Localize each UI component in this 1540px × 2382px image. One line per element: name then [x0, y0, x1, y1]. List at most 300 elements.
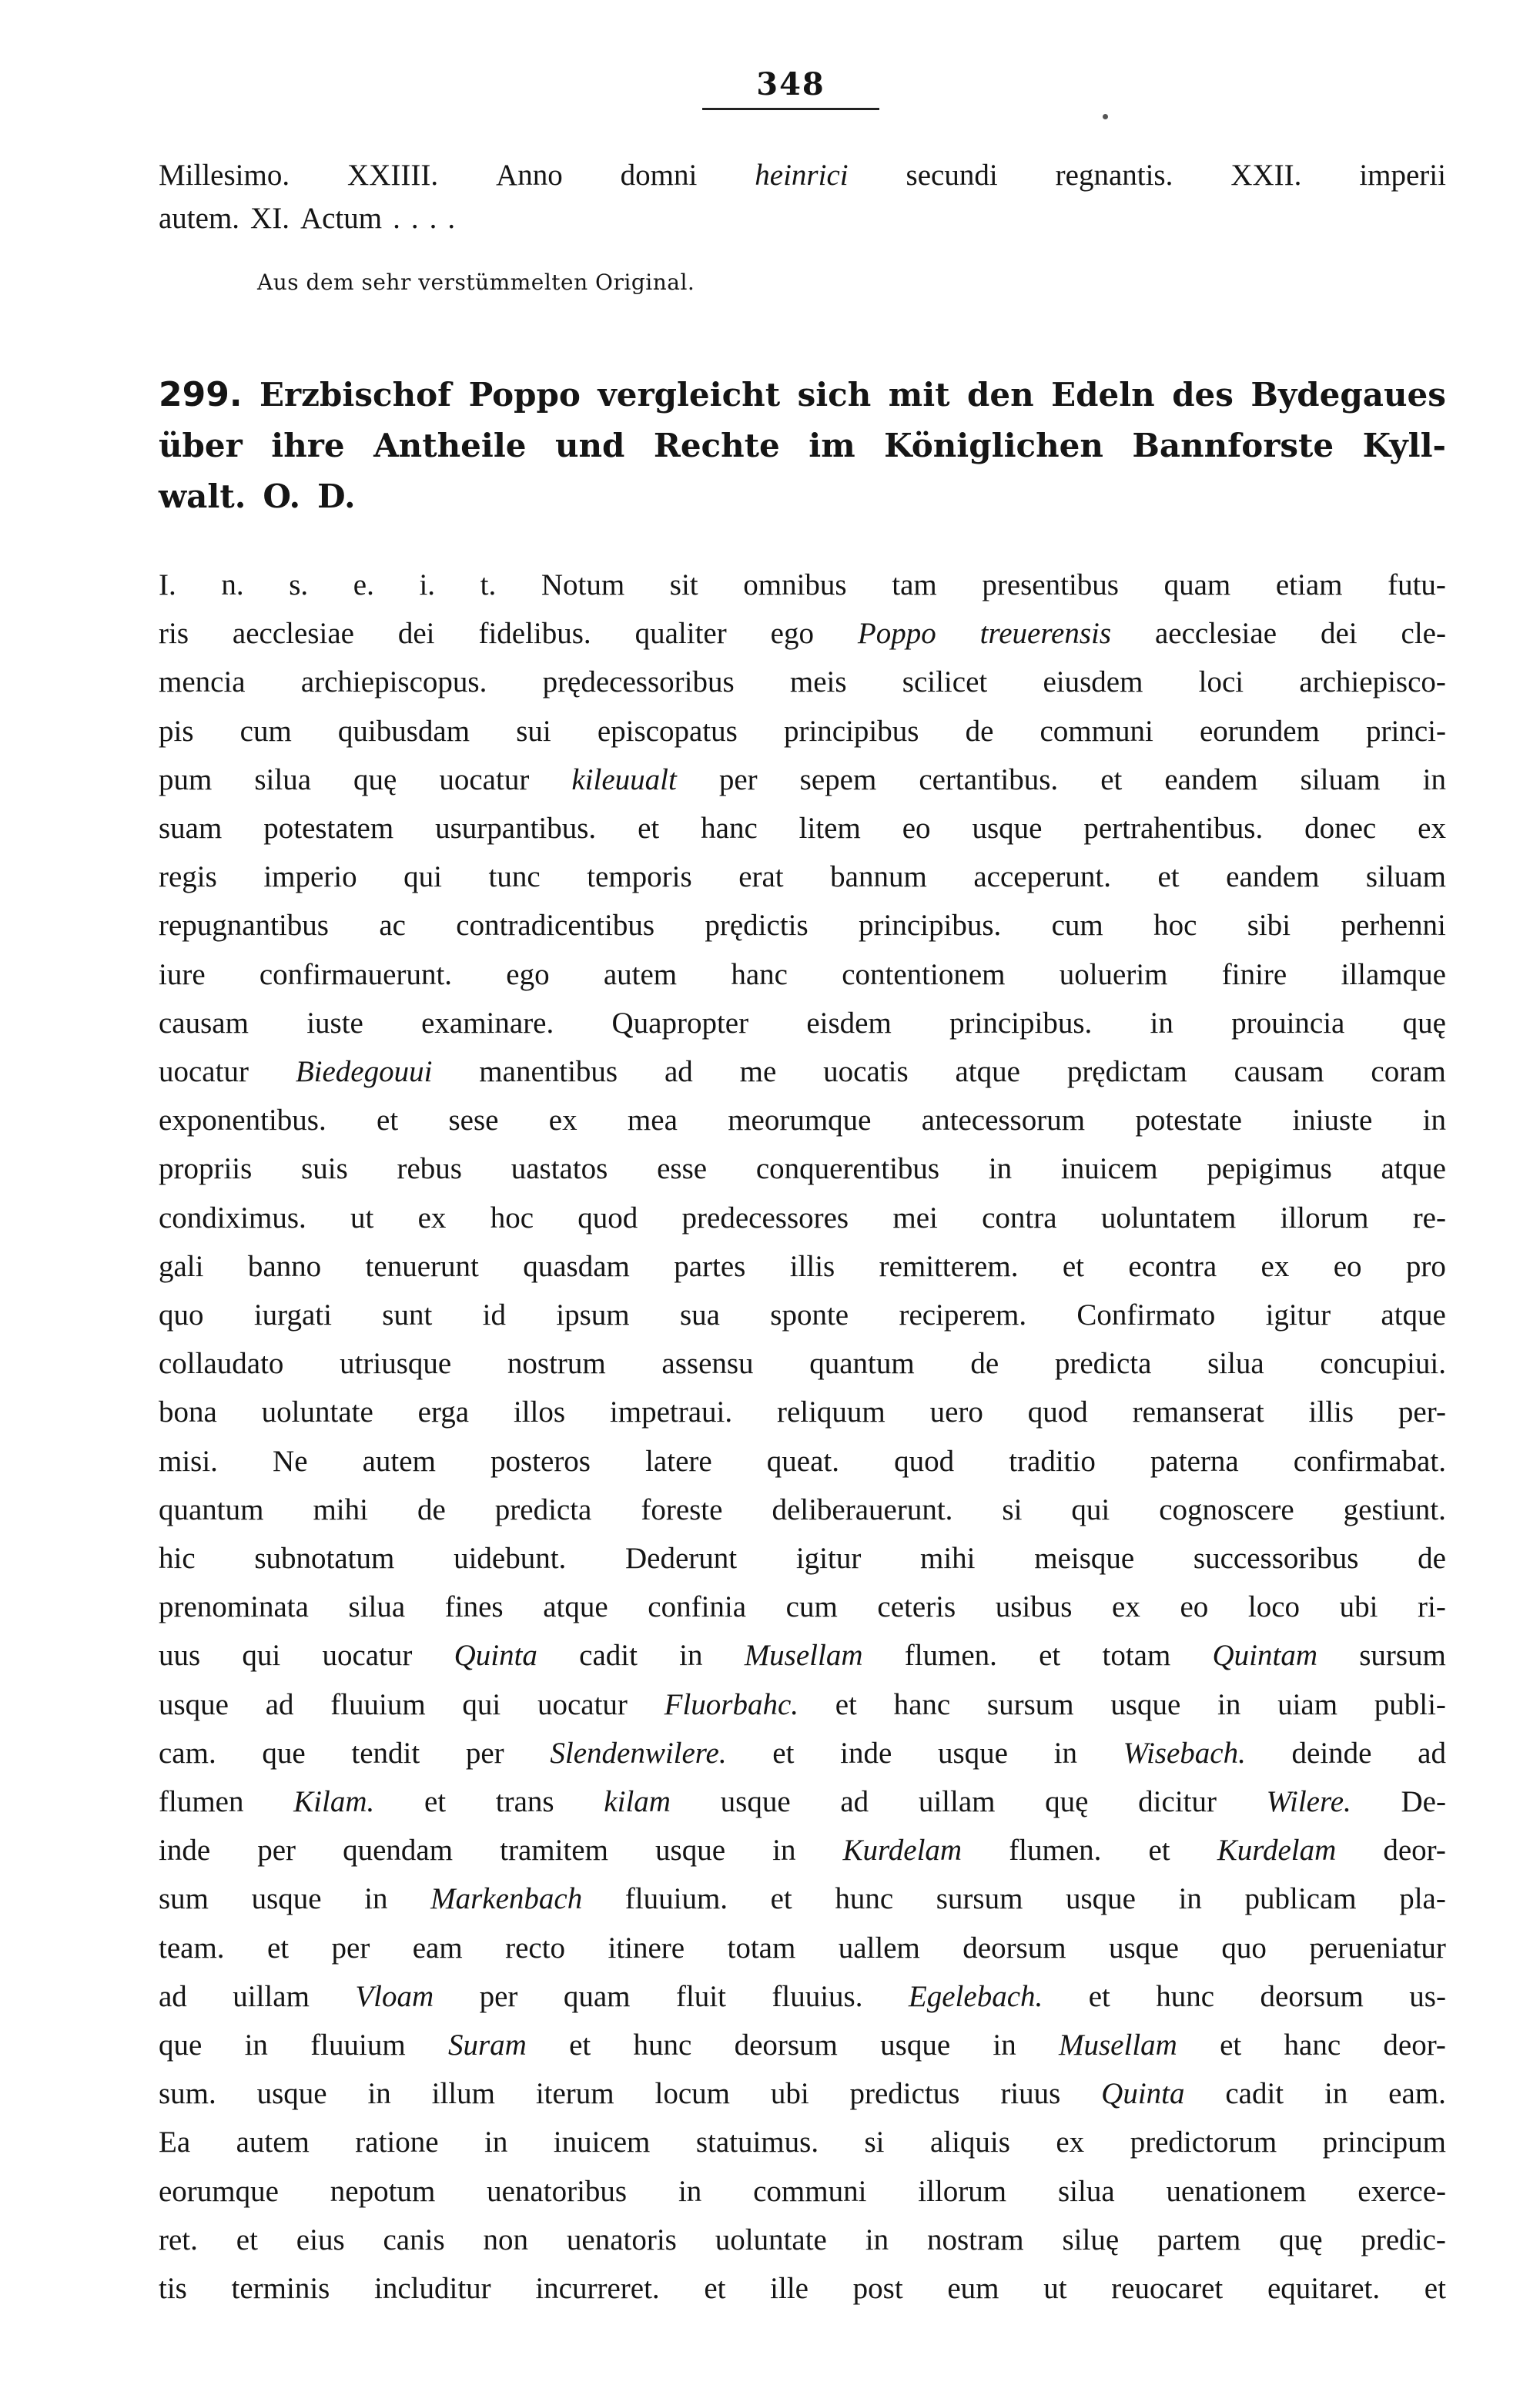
word: loci: [1198, 665, 1244, 699]
word: misi.: [159, 1444, 218, 1478]
word: us-: [1409, 1979, 1446, 2013]
word: omnibus: [743, 568, 847, 601]
word: ut: [350, 1201, 374, 1235]
word: mit: [888, 376, 950, 414]
page-number: 348: [756, 66, 825, 102]
word: cadit: [1225, 2077, 1284, 2111]
word: in: [367, 2077, 391, 2111]
word: autem: [236, 2126, 310, 2159]
word: suis: [301, 1152, 348, 1186]
word: includitur: [374, 2272, 491, 2305]
word: predicta: [1054, 1347, 1152, 1381]
word: atque: [1381, 1298, 1446, 1332]
body-line: [159, 1144, 1446, 1194]
word: eo: [1333, 1249, 1362, 1283]
word: qui: [403, 860, 442, 894]
word: usque: [159, 1687, 229, 1721]
word: uoluntate: [715, 2223, 827, 2256]
word: ex: [1418, 812, 1446, 845]
word: Poppo: [468, 376, 581, 414]
word: in: [678, 2174, 702, 2208]
word: siluę: [1062, 2223, 1120, 2256]
word: latere: [645, 1444, 712, 1478]
word: illorum: [918, 2174, 1007, 2208]
word: quo: [1221, 1931, 1267, 1965]
word: si: [864, 2126, 885, 2159]
word: silua: [1057, 2174, 1115, 2208]
word: in: [364, 1882, 388, 1916]
preamble-line: [159, 151, 1446, 200]
word: erat: [738, 860, 784, 894]
word: fidelibus.: [478, 617, 591, 651]
word: incurreret.: [535, 2272, 660, 2305]
word: episcopatus: [597, 714, 738, 748]
word: in: [1217, 1687, 1241, 1721]
word: inde: [840, 1736, 892, 1770]
word: principum: [1322, 2126, 1446, 2159]
word: aecclesiae: [232, 617, 354, 651]
word: uocatur: [159, 1055, 249, 1088]
word: iniuste: [1292, 1104, 1373, 1137]
word: per-: [1398, 1395, 1446, 1429]
word: De-: [1401, 1785, 1446, 1818]
word: eorumque: [159, 2174, 279, 2208]
word: que: [159, 2029, 203, 2062]
word: Actum: [300, 202, 383, 235]
body-line: [159, 707, 1446, 756]
word: quo: [159, 1298, 204, 1332]
word: non: [483, 2223, 529, 2256]
word: princi-: [1366, 714, 1446, 748]
body-line: [159, 1096, 1446, 1145]
word: secundi: [906, 159, 998, 192]
word: quod: [894, 1444, 955, 1478]
word: nostram: [926, 2223, 1024, 2256]
word: silua: [1207, 1347, 1264, 1381]
word: meorumque: [728, 1104, 872, 1137]
word: ris: [159, 617, 189, 651]
word: pertrahentibus.: [1083, 812, 1264, 845]
word: Wilere.: [1266, 1785, 1351, 1818]
word: quam: [563, 1979, 631, 2013]
word: Quinta: [1101, 2077, 1185, 2111]
word: ad: [840, 1785, 869, 1818]
word: inuicem: [1060, 1152, 1158, 1186]
word: eorundem: [1199, 714, 1320, 748]
word: quendam: [343, 1834, 454, 1868]
word: eandem: [1226, 860, 1320, 894]
word: XXIIII.: [347, 159, 439, 192]
word: predecessores: [681, 1201, 849, 1235]
word: quę: [1045, 1785, 1089, 1818]
word: Vloam: [355, 1979, 434, 2013]
word: recto: [505, 1931, 566, 1965]
word: principibus.: [859, 909, 1002, 943]
word: ad: [1418, 1736, 1446, 1770]
word: Slendenwilere.: [550, 1736, 727, 1770]
word: predicta: [494, 1493, 592, 1526]
word: reliquum: [776, 1395, 886, 1429]
word: mei: [892, 1201, 938, 1235]
body-line: [159, 2216, 1446, 2265]
word: ihre: [271, 427, 345, 464]
word: e.: [353, 568, 374, 601]
word: deorsum: [1260, 1979, 1364, 2013]
word: impetraui.: [609, 1395, 733, 1429]
word: pepigimus: [1207, 1152, 1332, 1186]
body-line: [159, 999, 1446, 1048]
word: Kurdelam: [842, 1834, 962, 1868]
word: sui: [516, 714, 551, 748]
word: re-: [1412, 1201, 1446, 1235]
word: principibus: [783, 714, 919, 748]
word: conquerentibus: [755, 1152, 940, 1186]
word: tramitem: [500, 1834, 608, 1868]
body-line: [159, 1777, 1446, 1827]
word: locum: [654, 2077, 730, 2111]
word: erga: [417, 1395, 470, 1429]
word: equitaret.: [1267, 2272, 1381, 2305]
word: treuerensis: [979, 617, 1112, 651]
word: uenatoris: [566, 2223, 677, 2256]
word: et: [424, 1785, 447, 1818]
word: iuste: [306, 1006, 363, 1040]
word: ubi: [1339, 1590, 1378, 1624]
word: .: [410, 202, 419, 235]
word: Kyll-: [1362, 427, 1446, 464]
word: perhenni: [1341, 909, 1446, 943]
body-line: [159, 561, 1446, 610]
word: iterum: [535, 2077, 614, 2111]
body-line: [159, 2021, 1446, 2070]
word: tendit: [351, 1736, 420, 1770]
word: et: [1220, 2029, 1242, 2062]
word: traditio: [1009, 1444, 1096, 1478]
word: remitterem.: [879, 1249, 1019, 1283]
word: prędecessoribus: [542, 665, 735, 699]
word: uocatur: [322, 1639, 413, 1673]
word: confinia: [648, 1590, 747, 1624]
word: uocatur: [537, 1687, 628, 1721]
word: Notum: [541, 568, 625, 601]
word: autem: [603, 957, 678, 991]
document-number: 299.: [159, 375, 243, 414]
word: de: [417, 1493, 446, 1526]
word: fluuium: [310, 2029, 406, 2062]
word: tenuerunt: [365, 1249, 479, 1283]
word: qualiter: [634, 617, 727, 651]
word: illis: [789, 1249, 835, 1283]
word: usque: [972, 812, 1043, 845]
word: bona: [159, 1395, 217, 1429]
word: iure: [159, 957, 206, 991]
word: prędictam: [1066, 1055, 1187, 1088]
source-note: Aus dem sehr verstümmelten Original.: [257, 270, 695, 295]
word: uus: [159, 1639, 201, 1673]
word: usque: [1066, 1882, 1136, 1916]
word: XXII.: [1230, 159, 1302, 192]
word: in: [484, 2126, 508, 2159]
word: fluuium.: [624, 1882, 728, 1916]
word: walt.: [159, 477, 246, 515]
word: mea: [627, 1104, 678, 1137]
word: deinde: [1291, 1736, 1372, 1770]
word: cum: [785, 1590, 838, 1624]
body-line: [159, 1437, 1446, 1486]
word: autem: [362, 1444, 436, 1478]
word: usque: [720, 1785, 791, 1818]
word: usque: [1110, 1687, 1181, 1721]
word: deorsum: [962, 1931, 1066, 1965]
word: Markenbach: [430, 1882, 583, 1916]
word: predictorum: [1130, 2126, 1277, 2159]
word: Confirmato: [1076, 1298, 1216, 1332]
word: cle-: [1401, 617, 1446, 651]
word: collaudato: [159, 1347, 284, 1381]
word: cam.: [159, 1736, 216, 1770]
word: Millesimo.: [159, 159, 290, 192]
word: Suram: [447, 2029, 527, 2062]
word: et: [1088, 1979, 1110, 2013]
headline-line: [159, 420, 1446, 471]
word: nostrum: [507, 1347, 606, 1381]
word: über: [159, 427, 243, 464]
word: atque: [955, 1055, 1020, 1088]
word: gestiunt.: [1343, 1493, 1446, 1526]
word: loco: [1247, 1590, 1301, 1624]
word: iurgati: [253, 1298, 332, 1332]
word: autem.: [159, 202, 240, 235]
word: in: [1324, 2077, 1348, 2111]
word: de: [1418, 1542, 1446, 1575]
word: et: [770, 1882, 792, 1916]
word: flumen.: [904, 1639, 997, 1673]
word: dei: [1320, 617, 1358, 651]
word: fluuium: [330, 1687, 426, 1721]
body-line: [159, 658, 1446, 707]
word: id: [482, 1298, 506, 1332]
word: in: [1178, 1882, 1202, 1916]
word: qui: [1071, 1493, 1110, 1526]
word: archiepiscopus.: [300, 665, 487, 699]
word: uidebunt.: [454, 1542, 567, 1575]
word: dicitur: [1138, 1785, 1217, 1818]
word: statuimus.: [695, 2126, 819, 2159]
word: illamque: [1341, 957, 1446, 991]
body-line: [159, 1339, 1446, 1389]
word: fluuius.: [772, 1979, 863, 2013]
word: antecessorum: [921, 1104, 1086, 1137]
word: contra: [982, 1201, 1057, 1235]
word: queat.: [766, 1444, 839, 1478]
word: prenominata: [159, 1590, 309, 1624]
word: et: [704, 2272, 726, 2305]
word: archiepisco-: [1299, 665, 1446, 699]
word: finire: [1221, 957, 1287, 991]
word: uallem: [838, 1931, 920, 1965]
word: regnantis.: [1055, 159, 1173, 192]
word: hunc: [1156, 1979, 1215, 2013]
word: .: [447, 202, 456, 235]
word: et: [377, 1104, 399, 1137]
word: communi: [1040, 714, 1153, 748]
word: dei: [397, 617, 435, 651]
body-line: [159, 1631, 1446, 1680]
word: silua: [348, 1590, 406, 1624]
word: publicam: [1244, 1882, 1357, 1916]
word: ad: [159, 1979, 187, 2013]
word: ubi: [770, 2077, 809, 2111]
word: ratione: [355, 2126, 439, 2159]
word: uillam: [233, 1979, 310, 2013]
word: den: [967, 376, 1034, 414]
word: Wisebach.: [1123, 1736, 1246, 1770]
body-line: [159, 1924, 1446, 1973]
word: eo: [902, 812, 931, 845]
word: ex: [417, 1201, 447, 1235]
word: sunt: [382, 1298, 433, 1332]
body-line: [159, 901, 1446, 950]
word: eam: [412, 1931, 463, 1965]
word: in: [1150, 1006, 1173, 1040]
word: uoluerim: [1059, 957, 1168, 991]
word: quantum: [809, 1347, 915, 1381]
word: trans: [495, 1785, 554, 1818]
word: illorum: [1280, 1201, 1369, 1235]
word: in: [1422, 1104, 1446, 1137]
word: sponte: [770, 1298, 849, 1332]
body-line: [159, 1534, 1446, 1583]
word: hoc: [1153, 909, 1197, 943]
body-line: [159, 1583, 1446, 1632]
word: hunc: [835, 1882, 894, 1916]
word: sit: [669, 568, 698, 601]
word: hanc: [731, 957, 788, 991]
word: I.: [159, 568, 176, 601]
word: tunc: [488, 860, 541, 894]
body-line: [159, 2118, 1446, 2167]
word: ex: [1112, 1590, 1140, 1624]
body-line: [159, 1826, 1446, 1875]
word: examinare.: [421, 1006, 554, 1040]
page-number-rule: [702, 108, 879, 110]
word: uoluntatem: [1100, 1201, 1237, 1235]
word: illis: [1308, 1395, 1354, 1429]
print-speck: [1103, 114, 1108, 119]
word: partem: [1157, 2223, 1241, 2256]
word: eam.: [1388, 2077, 1446, 2111]
word: condiximus.: [159, 1201, 306, 1235]
word: deliberauerunt.: [772, 1493, 953, 1526]
word: kileuualt: [571, 762, 677, 796]
word: nepotum: [330, 2174, 436, 2208]
word: Quintam: [1212, 1639, 1318, 1673]
word: Edeln: [1051, 376, 1155, 414]
word: ex: [1056, 2126, 1085, 2159]
word: Dederunt: [625, 1542, 738, 1575]
word: hic: [159, 1542, 196, 1575]
word: uero: [929, 1395, 983, 1429]
word: futu-: [1388, 568, 1446, 601]
word: eiusdem: [1043, 665, 1143, 699]
word: quantum: [159, 1493, 264, 1526]
word: in: [244, 2029, 268, 2062]
word: confirmauerunt.: [259, 957, 453, 991]
word: prędictis: [705, 909, 808, 943]
body-line: [159, 804, 1446, 853]
word: quę: [1279, 2223, 1323, 2256]
word: scilicet: [902, 665, 988, 699]
word: publi-: [1374, 1687, 1446, 1721]
word: uastatos: [511, 1152, 608, 1186]
word: ut: [1043, 2272, 1067, 2305]
word: presentibus: [982, 568, 1119, 601]
word: ex: [1260, 1249, 1290, 1283]
word: bannum: [830, 860, 927, 894]
headline-line: [159, 370, 1446, 420]
word: contentionem: [842, 957, 1006, 991]
preamble-line: [159, 194, 1446, 243]
word: ret.: [159, 2223, 198, 2256]
word: hanc: [893, 1687, 951, 1721]
word: eandem: [1164, 762, 1258, 796]
word: causam: [159, 1006, 249, 1040]
body-line: [159, 2264, 1446, 2313]
word: et: [1100, 762, 1123, 796]
word: usque: [256, 2077, 327, 2111]
word: in: [679, 1639, 703, 1673]
word: per: [257, 1834, 296, 1868]
word: mencia: [159, 665, 246, 699]
body-line: [159, 1972, 1446, 2022]
word: esse: [657, 1152, 708, 1186]
word: communi: [753, 2174, 867, 2208]
word: quibusdam: [337, 714, 470, 748]
word: et: [638, 812, 660, 845]
word: pla-: [1399, 1882, 1446, 1916]
word: usibus: [995, 1590, 1073, 1624]
word: Musellam: [1059, 2029, 1177, 2062]
word: et: [772, 1736, 795, 1770]
body-line: [159, 2167, 1446, 2216]
word: Egelebach.: [908, 1979, 1043, 2013]
word: potestate: [1135, 1104, 1242, 1137]
word: canis: [383, 2223, 445, 2256]
body-line: [159, 1047, 1446, 1097]
word: ille: [770, 2272, 808, 2305]
word: riuus: [1000, 2077, 1061, 2111]
word: post: [852, 2272, 903, 2305]
word: sursum: [986, 1687, 1074, 1721]
word: predic-: [1361, 2223, 1446, 2256]
word: sese: [448, 1104, 499, 1137]
word: Quapropter: [611, 1006, 749, 1040]
word: silua: [254, 762, 312, 796]
word: usque: [251, 1882, 322, 1916]
word: et: [1157, 860, 1180, 894]
word: hanc: [1284, 2029, 1341, 2062]
body-line: [159, 609, 1446, 658]
word: usque: [655, 1834, 726, 1868]
word: fines: [444, 1590, 504, 1624]
word: Biedegouui: [295, 1055, 433, 1088]
word: ac: [379, 909, 406, 943]
word: partes: [674, 1249, 746, 1283]
word: Ea: [159, 2126, 191, 2159]
word: igitur: [795, 1542, 862, 1575]
word: team.: [159, 1931, 225, 1965]
word: posteros: [490, 1444, 591, 1478]
